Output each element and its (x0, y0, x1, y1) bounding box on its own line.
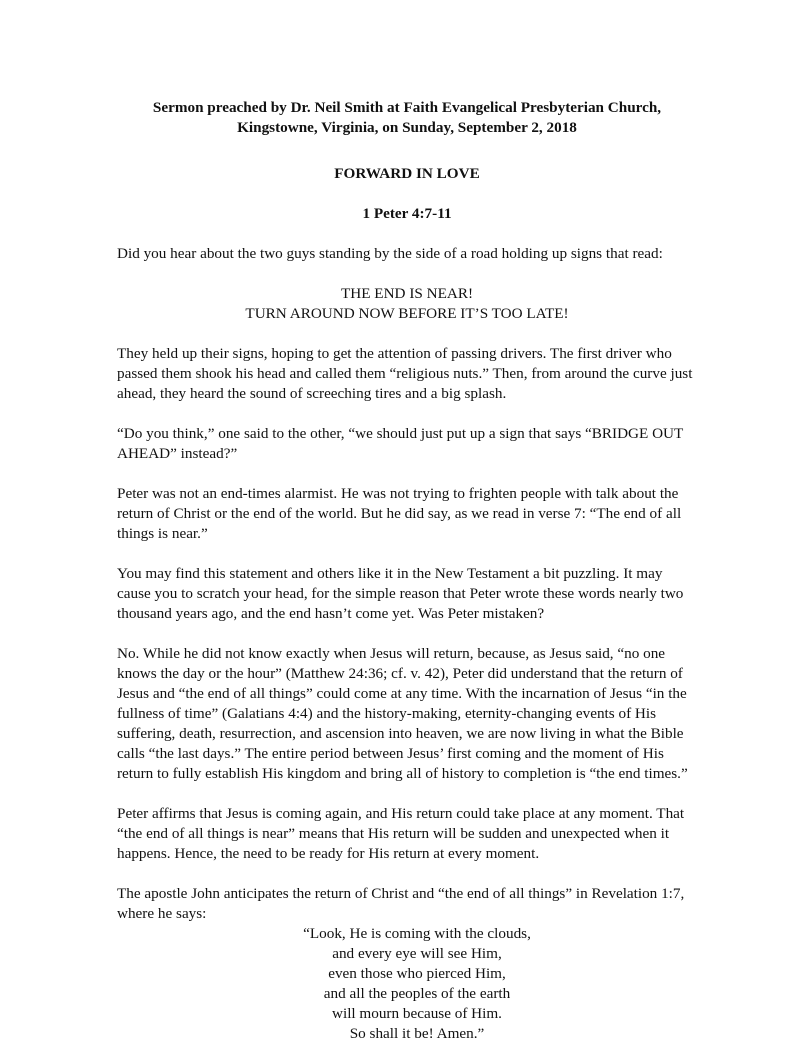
scripture-reference: 1 Peter 4:7-11 (362, 205, 452, 222)
sermon-page (117, 98, 697, 1044)
quote-line-3: even those who pierced Him, (328, 965, 506, 982)
sign-text (117, 284, 697, 324)
paragraph-5: No. While he did not know exactly when Jesus will return, because, as Jesus said, “no one knows the day or the hour” (Matthew 24:36; cf. v. 42), Peter did understand that the return of Jesus and “the end of all things” could come at any time. With the incarnation of Jesus “in the fullness of time” (Galatians 4:4) and the history-making, eternity-changing events of His suffering, death, resurrection, and ascension into heaven, we are now living in what the Bible calls “the last days.” The entire period between Jesus’ first coming and the moment of His return to fully establish His kingdom and bring all of history to completion is “the end times.” (117, 645, 688, 782)
sign-line-2: TURN AROUND NOW BEFORE IT’S TOO LATE! (245, 305, 569, 322)
quote-line-1: “Look, He is coming with the clouds, (303, 925, 531, 942)
quote-line-5: will mourn because of Him. (332, 1005, 502, 1022)
paragraph-7: The apostle John anticipates the return of Christ and “the end of all things” in Revelation 1:7, where he says: (117, 885, 685, 922)
paragraph-6: Peter affirms that Jesus is coming again, and His return could take place at any moment. That “the end of all things is near” means that His return will be sudden and unexpected when it happens. Hence, the need to be ready for His return at every moment. (117, 805, 685, 862)
paragraph-2: “Do you think,” one said to the other, “we should just put up a sign that says “BRIDGE OUT AHEAD” instead?” (117, 425, 684, 462)
quote-line-6: So shall it be! Amen.” (349, 1025, 485, 1042)
sermon-title: FORWARD IN LOVE (334, 165, 480, 182)
revelation-quote (117, 924, 697, 1044)
header-line-2: Kingstowne, Virginia, on Sunday, September 2, 2018 (237, 119, 577, 136)
sermon-header (117, 98, 697, 138)
header-line-1: Sermon preached by Dr. Neil Smith at Faith Evangelical Presbyterian Church, (152, 99, 662, 116)
quote-line-2: and every eye will see Him, (332, 945, 502, 962)
paragraph-4: You may find this statement and others like it in the New Testament a bit puzzling. It may cause you to scratch your head, for the simple reason that Peter wrote these words nearly two thousand years ago, and the end hasn’t come yet. Was Peter mistaken? (117, 565, 684, 622)
paragraph-1: They held up their signs, hoping to get the attention of passing drivers. The first driver who passed them shook his head and called them “religious nuts.” Then, from around the curve just ahead, they heard the sound of screeching tires and a big splash. (117, 345, 693, 402)
intro-paragraph: Did you hear about the two guys standing by the side of a road holding up signs that read: (117, 245, 663, 262)
sign-line-1: THE END IS NEAR! (340, 285, 474, 302)
quote-line-4: and all the peoples of the earth (323, 985, 511, 1002)
paragraph-3: Peter was not an end-times alarmist. He was not trying to frighten people with talk about the return of Christ or the end of the world. But he did say, as we read in verse 7: “The end of all things is near.” (117, 485, 682, 542)
